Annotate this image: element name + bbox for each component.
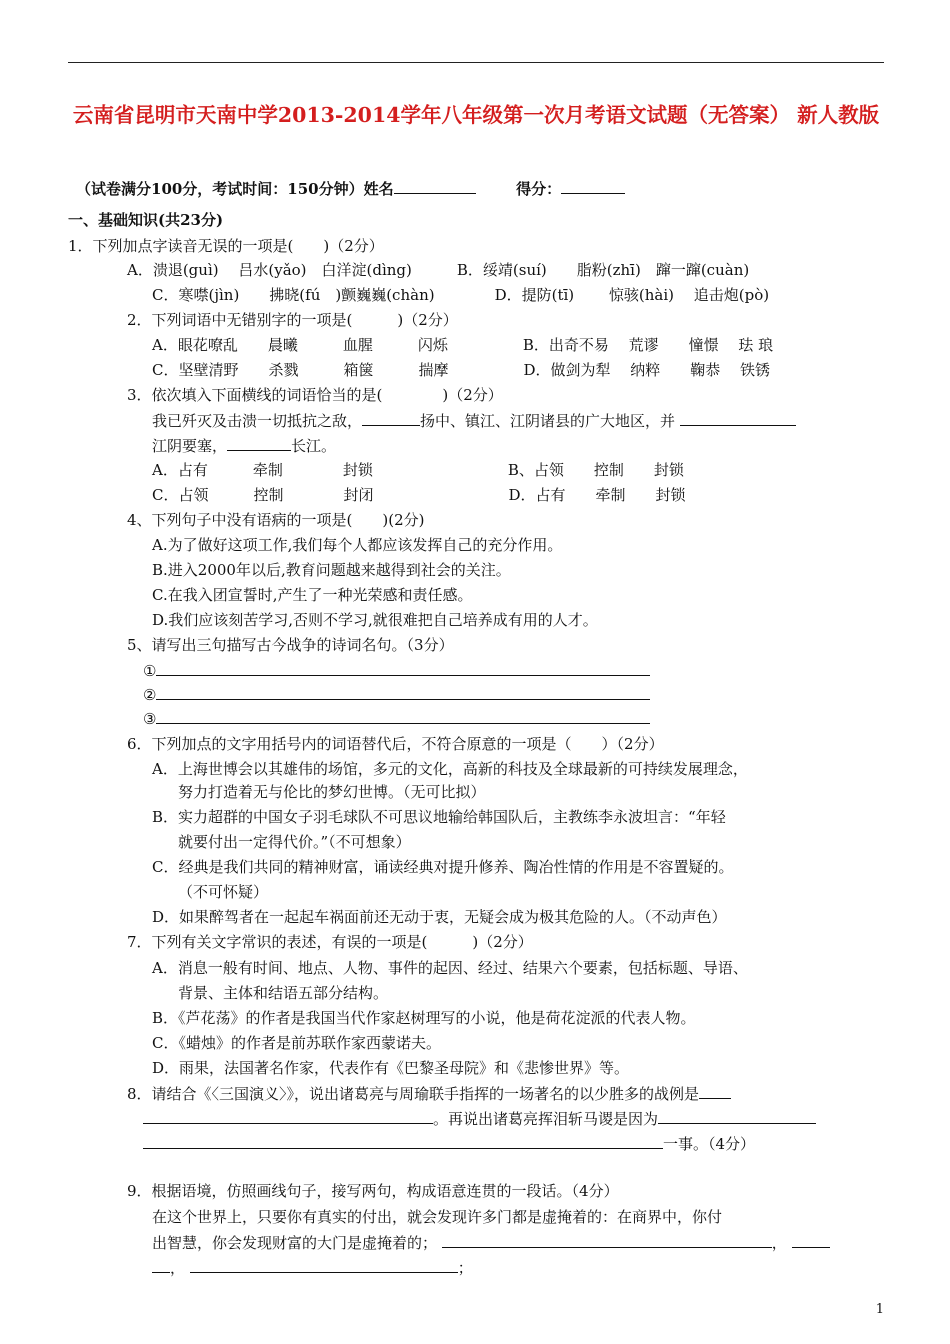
q2-options-cd: C．坚壁清野 杀戮 箱箧 揣摩 D．做剑为犁 纳粹 鞠恭 铁锈: [152, 361, 771, 379]
q6-stem: 6．下列加点的文字用括号内的词语替代后，不符合原意的一项是（ ）（2分）: [127, 735, 664, 753]
q8-blank1[interactable]: [699, 1083, 731, 1099]
q3-stem: 3．依次填入下面横线的词语恰当的是( )（2分）: [127, 386, 503, 404]
q9-comma2: ，: [170, 1259, 186, 1277]
q2-options-ab: A．眼花嘹乱 晨曦 血腥 闪烁 B．出奇不易 荒谬 憧憬 珐 琅: [152, 336, 774, 354]
q9-comma1: ，: [771, 1234, 787, 1252]
q4-option-c: C.在我入团宣誓时,产生了一种光荣感和责任感。: [152, 586, 473, 604]
q7-stem: 7．下列有关文字常识的表述，有误的一项是( )（2分）: [127, 933, 533, 951]
q9-text2: 出智慧，你会发现财富的大门是虚掩着的；: [152, 1234, 438, 1252]
q3-text4: 长江。: [291, 437, 337, 455]
q8-line2: [143, 1108, 816, 1129]
q4-stem: 4、下列句子中没有语病的一项是( )(2分): [127, 511, 425, 529]
q5-num3: ③: [143, 710, 157, 728]
q8-mid: 。再说出诸葛亮挥泪斩马谡是因为: [433, 1110, 659, 1128]
q5-blank1[interactable]: [156, 660, 650, 676]
q6-option-d: D．如果醉驾者在一起起车祸面前还无动于衷，无疑会成为极其危险的人。（不动声色）: [152, 908, 727, 926]
q7-option-a-line2: 背景、主体和结语五部分结构。: [178, 984, 389, 1002]
q3-options-ab: A．占有 牵制 封锁 B、占领 控制 封锁: [152, 461, 684, 479]
q5-blank2[interactable]: [156, 684, 650, 700]
q6-option-a-line1: A．上海世博会以其雄伟的场馆，多元的文化，高新的科技及全球最新的可持续发展理念，: [152, 760, 748, 778]
q6-option-c-line2: （不可怀疑）: [178, 883, 269, 901]
q4-option-d: D.我们应该刻苦学习,否则不学习,就很难把自己培养成有用的人才。: [152, 611, 598, 629]
q9-blank1[interactable]: [442, 1232, 772, 1248]
q6-option-a-line2: 努力打造着无与伦比的梦幻世博。（无可比拟）: [178, 783, 486, 801]
q6-option-b-line1: B．实力超群的中国女子羽毛球队不可思议地输给韩国队后，主教练李永波坦言：“年轻: [152, 808, 726, 826]
q9-passage-line2: [152, 1232, 830, 1253]
q3-text2: 扬中、镇江、江阴诸县的广大地区，并: [420, 412, 676, 430]
q5-answer-3: [143, 708, 650, 729]
q8-stem: 8．请结合《〈三国演义〉》，说出诸葛亮与周瑜联手指挥的一场著名的以少胜多的战例是: [127, 1085, 700, 1103]
q3-blank2[interactable]: [680, 410, 796, 426]
q6-option-c-line1: C．经典是我们共同的精神财富，诵读经典对提升修养、陶冶性情的作用是不容置疑的。: [152, 858, 734, 876]
q4-option-a: A.为了做好这项工作,我们每个人都应该发挥自己的充分作用。: [152, 536, 563, 554]
q8-blank2[interactable]: [143, 1108, 433, 1124]
q9-blank2[interactable]: [792, 1232, 830, 1248]
q5-answer-1: [143, 660, 650, 681]
exam-info-text: （试卷满分100分，考试时间：150分钟）姓名: [76, 180, 394, 198]
q3-text-line2: [152, 435, 336, 456]
q7-option-b: B．《芦花荡》的作者是我国当代作家赵树理写的小说，他是荷花淀派的代表人物。: [152, 1009, 696, 1027]
q2-stem: 2．下列词语中无错别字的一项是( )（2分）: [127, 311, 458, 329]
q5-num1: ①: [143, 662, 157, 680]
section-heading: 一、基础知识(共23分): [68, 211, 224, 229]
q5-answer-2: [143, 684, 650, 705]
q1-options-ab: A．溃退(guì) 吕水(yǎo) 白洋淀(dìng) B．绥靖(suí) 脂粉(zhī) 蹿一蹿(cuàn): [127, 261, 750, 279]
q4-option-b: B.进入2000年以后,教育问题越来越得到社会的关注。: [152, 561, 511, 579]
q9-passage-line3: [152, 1257, 473, 1278]
q1-options-cd: C．寒噤(jìn) 拂晓(fú )颤巍巍(chàn) D．提防(tī) 惊骇(hài) 追击炮(pò): [152, 286, 770, 304]
q3-blank1[interactable]: [362, 410, 420, 426]
q6-option-b-line2: 就要付出一定得代价。”（不可想象）: [178, 833, 411, 851]
q3-text1: 我已歼灭及击溃一切抵抗之敌，: [152, 412, 363, 430]
q7-option-a-line1: A．消息一般有时间、地点、人物、事件的起因、经过、结果六个要素，包括标题、导语、: [152, 959, 748, 977]
q8-blank4[interactable]: [143, 1133, 663, 1149]
top-rule: [68, 62, 884, 63]
q9-semicolon: ；: [457, 1259, 473, 1277]
name-blank[interactable]: [394, 178, 476, 194]
q9-blank3[interactable]: [152, 1257, 170, 1273]
page-number: 1: [875, 1302, 884, 1317]
score-label: 得分：: [516, 180, 562, 198]
q8-line3: [143, 1133, 755, 1154]
q5-stem: 5、请写出三句描写古今战争的诗词名句。（3分）: [127, 636, 454, 654]
q8-end: 一事。（4分）: [663, 1135, 756, 1153]
q9-passage-line1: 在这个世界上，只要你有真实的付出，就会发现许多门都是虚掩着的：在商界中，你付: [152, 1208, 723, 1226]
q7-option-d: D．雨果，法国著名作家，代表作有《巴黎圣母院》和《悲惨世界》等。: [152, 1059, 630, 1077]
exam-info: [76, 178, 625, 199]
q9-blank4[interactable]: [190, 1257, 458, 1273]
q3-text3: 江阴要塞，: [152, 437, 228, 455]
q1-stem: 1．下列加点字读音无误的一项是( )（2分）: [68, 237, 384, 255]
q3-options-cd: C．占领 控制 封闭 D．占有 牵制 封锁: [152, 486, 686, 504]
q3-blank3[interactable]: [227, 435, 291, 451]
q3-text-line1: [152, 410, 796, 431]
q8-blank3[interactable]: [658, 1108, 816, 1124]
q7-option-c: C．《蜡烛》的作者是前苏联作家西蒙诺夫。: [152, 1034, 441, 1052]
q5-num2: ②: [143, 686, 157, 704]
score-blank[interactable]: [561, 178, 625, 194]
q5-blank3[interactable]: [156, 708, 650, 724]
page-title: 云南省昆明市天南中学2013-2014学年八年级第一次月考语文试题（无答案） 新人教版: [72, 103, 880, 127]
q8-line1: [127, 1083, 731, 1104]
q9-stem: 9．根据语境，仿照画线句子，接写两句，构成语意连贯的一段话。（4分）: [127, 1182, 619, 1200]
